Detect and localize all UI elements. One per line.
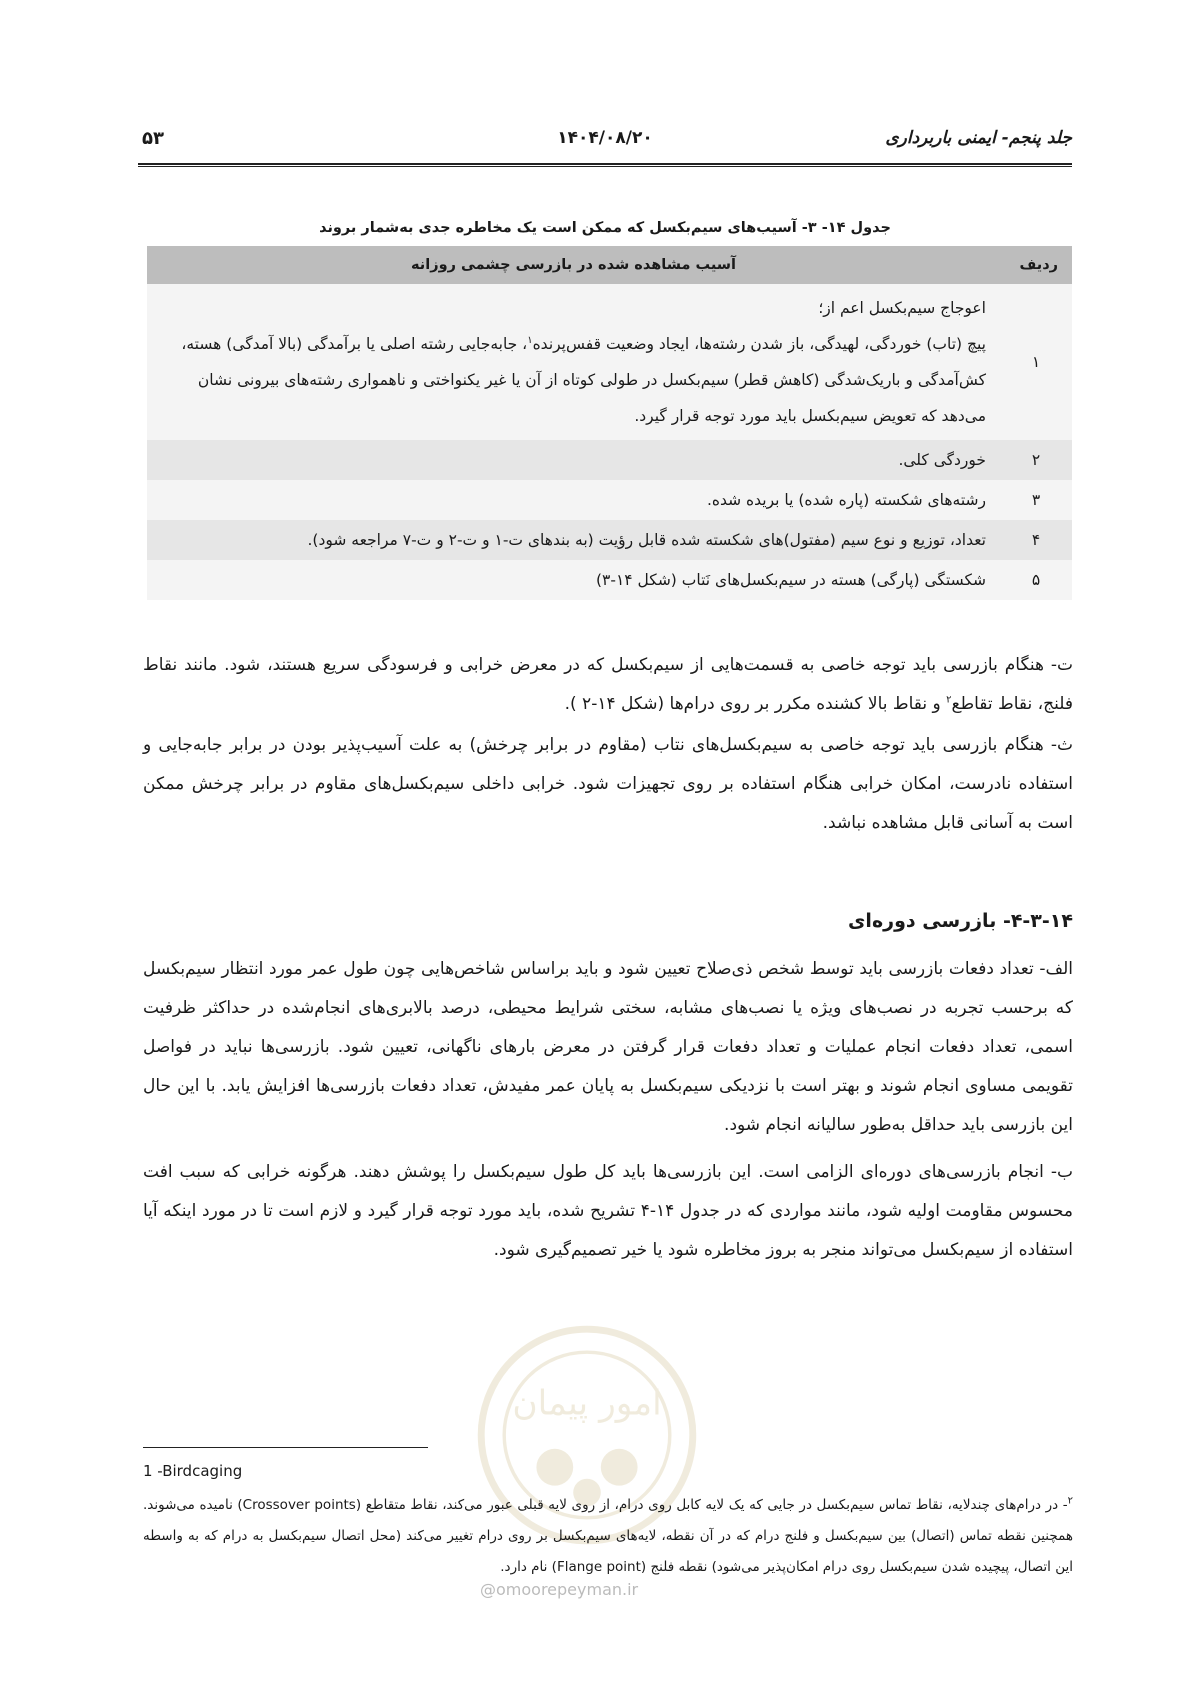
row-number: ۴ [1000,520,1072,560]
term-crossover-points: Crossover points [242,1497,356,1513]
table-row [147,284,1072,440]
page-header [138,128,1072,158]
col-header-row-number: ردیف [1000,246,1072,284]
term-flange-point: Flange point [556,1559,641,1575]
row-description: تعداد، توزیع و نوع سیم (مفتول)های شکسته شده قابل رؤیت (به بندهای ت-۱ و ت-۲ و ت-۷ مراجعه شود). [147,520,1000,560]
paragraph-be: ب- انجام بازرسی‌های دوره‌ای الزامی است. این بازرسی‌ها باید کل طول سیم‌بکسل را پوشش دهند. هرگونه خرابی که سبب افت محسوس مقاومت اولیه شود، مانند مواردی که در جدول ۱۴-۴ تشریح شده، باید مورد توجه قرار گیرد و لازم است تا در مورد اینکه آیا استفاده از سیم‌بکسل می‌تواند منجر به بروز مخاطره شود یا خیر تصمیم‌گیری شود. [143,1162,1074,1260]
watermark-brand: امور پیمان [512,1383,662,1424]
row1-line2: پیچ (تاب) خوردگی، لهیدگی، باز شدن رشته‌ها، ایجاد وضعیت قفس‌پرنده$^۱$، جابه‌جایی رشته اصلی یا برآمدگی (بالا آمدگی) هسته، کش‌آمدگی و باریک‌شدگی (کاهش قطر) سیم‌بکسل در طولی کوتاه از آن یا غیر یکنواختی و ناهمواری رشته‌های بیرونی نشان می‌دهد که تعویض سیم‌بکسل باید مورد توجه قرار گیرد. [181,334,986,425]
table-row [147,440,1072,480]
header-rule [138,163,1072,167]
row-description [147,284,1000,440]
book-title: جلد پنجم- ایمنی باربرداری [885,128,1072,148]
footnote-2: $^۲$- در درام‌های چندلایه، نقاط تماس سیم‌بکسل در جایی که یک لایه کابل روی درام، از روی لایه قبلی عبور می‌کند، نقاط متقاطع (Crossover points) نامیده می‌شوند. همچنین نقطه تماس (اتصال) بین سیم‌بکسل و فلنج درام که در آن نقطه، لایه‌های سیم‌بکسل بر روی درام تغییر می‌کند (محل اتصال سیم‌بکسل به درام که به واسطه این اتصال، پیچیده شدن سیم‌بکسل روی درام امکان‌پذیر می‌شود) نقطه فلنج (Flange point) نام دارد. [143,1495,1073,1575]
row-number: ۳ [1000,480,1072,520]
row-number: ۱ [1000,284,1072,440]
damage-table [147,246,1072,600]
row-description: رشته‌های شکسته (پاره شده) یا بریده شده. [147,480,1000,520]
row-description: خوردگی کلی. [147,440,1000,480]
paragraph-alef: الف- تعداد دفعات بازرسی باید توسط شخص ذی‌صلاح تعیین شود و باید براساس شاخص‌هایی چون طول عمر مورد انتظار سیم‌بکسل که برحسب تجربه در نصب‌های ویژه یا نصب‌های مشابه، سختی شرایط محیطی، درصد بالابری‌های انجام‌شده در حداکثر ظرفیت اسمی، تعداد دفعات انجام عملیات و تعداد دفعات قرار گرفتن در معرض بارهای ناگهانی، تعیین شود. بازرسی‌ها نباید در فواصل تقویمی مساوی انجام شوند و بهتر است با نزدیکی سیم‌بکسل به پایان عمر مفیدش، تعداد دفعات بازرسی‌ها افزایش یابد. با این حال این بازرسی باید حداقل به‌طور سالیانه انجام شود. [143,959,1073,1135]
watermark-site: @omoorepeyman.ir [480,1580,639,1599]
footnote-rule [143,1447,428,1448]
row-number: ۵ [1000,560,1072,600]
page-number: ۵۳ [142,128,164,149]
table-row [147,480,1072,520]
row-number: ۲ [1000,440,1072,480]
header-date: ۱۴۰۴/۰۸/۲۰ [557,128,653,148]
footnote-ref-2: ۲ [946,694,952,706]
footnote-ref-1: ۱ [527,334,533,346]
row1-line1: اعوجاج سیم‌بکسل اعم از؛ [818,299,986,317]
table-row [147,520,1072,560]
paragraph-te: ت- هنگام بازرسی باید توجه خاصی به قسمت‌هایی از سیم‌بکسل که در معرض خرابی و فرسودگی سریع هستند، شود. مانند نقاط فلنج، نقاط تقاطع$^۲$ و نقاط بالا کشنده مکرر بر روی درام‌ها (شکل ۱۴-۲ ). [143,655,1073,714]
table-caption: جدول ۱۴- ۳- آسیب‌های سیم‌بکسل که ممکن است یک مخاطره جدی به‌شمار بروند [319,220,891,236]
section-title: ۴-۳-۱۴- بازرسی دوره‌ای [848,910,1073,932]
paragraph-the: ث- هنگام بازرسی باید توجه خاصی به سیم‌بکسل‌های نتاب (مقاوم در برابر چرخش) به علت آسیب‌پذیر بودن در برابر جابه‌جایی و استفاده نادرست، امکان خرابی هنگام استفاده بر روی تجهیزات شود. خرابی داخلی سیم‌بکسل‌های مقاوم در برابر چرخش ممکن است به آسانی قابل مشاهده نباشد. [143,735,1073,833]
table-header-row [147,246,1072,284]
row-description: شکستگی (پارگی) هسته در سیم‌بکسل‌های نَتاب (شکل ۱۴-۳) [147,560,1000,600]
footnote-1: 1 -Birdcaging [143,1462,243,1480]
table-row [147,560,1072,600]
col-header-description: آسیب مشاهده شده در بازرسی چشمی روزانه [147,246,1000,284]
